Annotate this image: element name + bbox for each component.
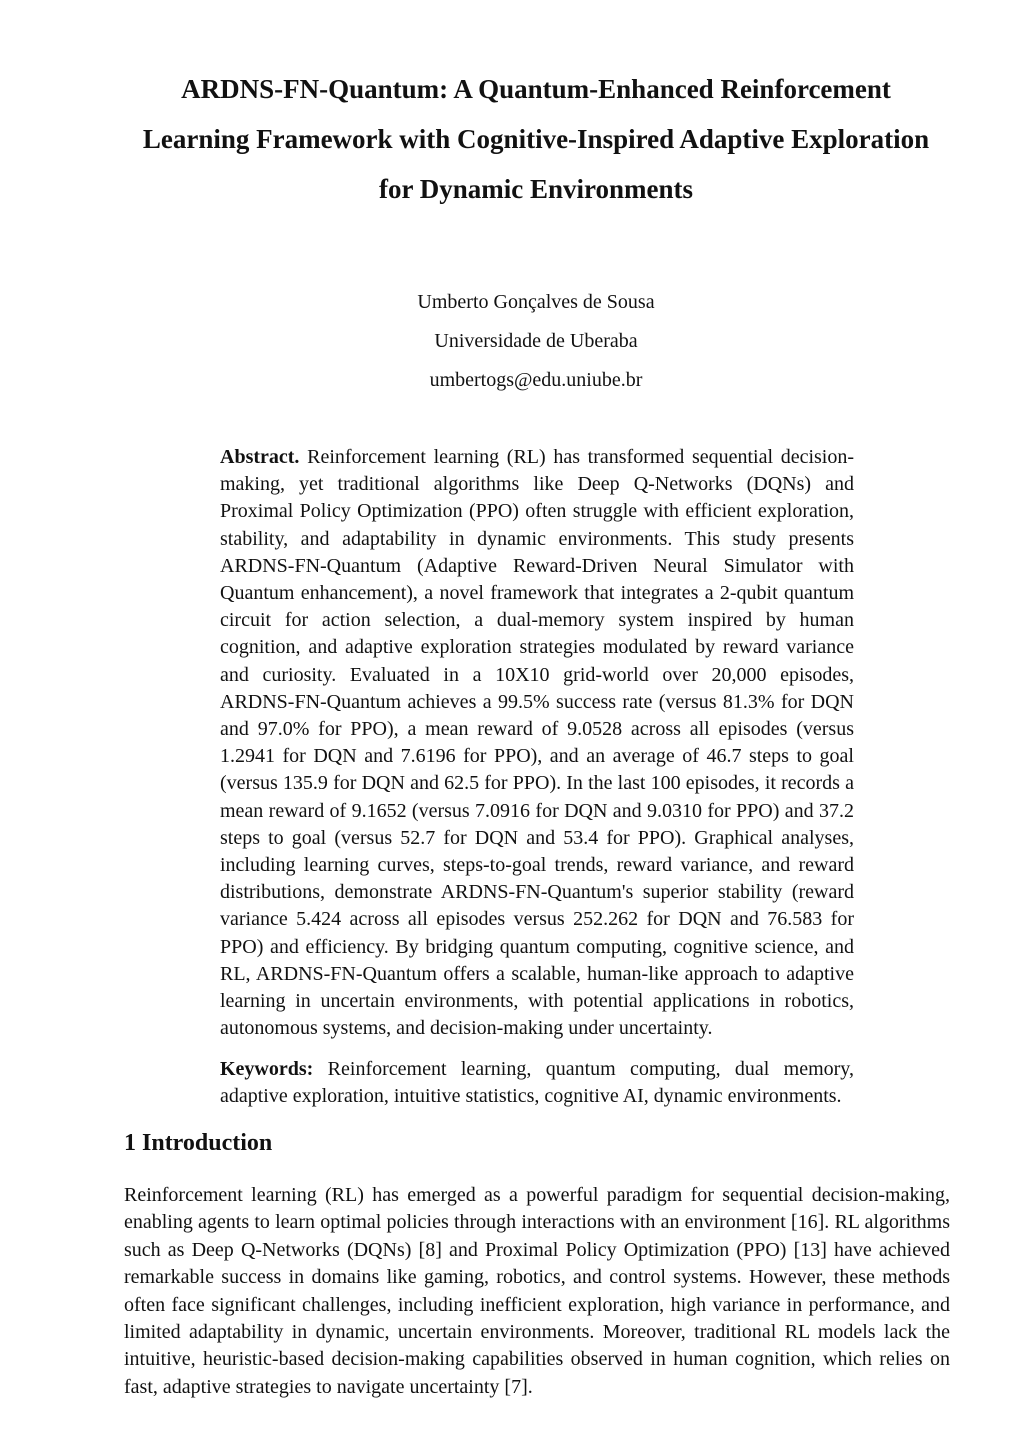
abstract-label: Abstract. <box>220 446 300 468</box>
title-line-3: for Dynamic Environments <box>378 174 693 204</box>
author-email: umbertogs@edu.uniube.br <box>429 369 643 391</box>
introduction-paragraph: Reinforcement learning (RL) has emerged as a powerful paradigm for sequential decision-making, enabling agents to learn optimal policies through interactions with an environment [16]. RL algorithms such as Deep Q-Networks (DQNs) [8] and Proximal Policy Optimization (PPO) [13] have achieved remarkable success in domains like gaming, robotics, and control systems. However, these methods often face significant challenges, including inefficient exploration, high variance in performance, and limited adaptability in dynamic, uncertain environments. Moreover, traditional RL models lack the intuitive, heuristic-based decision-making capabilities observed in human cognition, which relies on fast, adaptive strategies to navigate uncertainty [7]. <box>124 1184 950 1398</box>
abstract <box>220 444 854 1042</box>
keywords-label: Keywords: <box>220 1058 314 1080</box>
paper-title <box>110 64 962 214</box>
title-line-1: ARDNS-FN-Quantum: A Quantum-Enhanced Reinforcement <box>181 74 891 104</box>
keywords-text: Reinforcement learning, quantum computing, dual memory, adaptive exploration, intuitive statistics, cognitive AI, dynamic environments. <box>220 1058 855 1107</box>
author-affiliation: Universidade de Uberaba <box>434 330 638 352</box>
author-block <box>200 283 872 400</box>
abstract-text: Reinforcement learning (RL) has transformed sequential decision-making, yet traditional algorithms like Deep Q-Networks (DQNs) and Proximal Policy Optimization (PPO) often struggle with efficient exploration, stability, and adaptability in dynamic environments. This study presents ARDNS-FN-Quantum (Adaptive Reward-Driven Neural Simulator with Quantum enhancement), a novel framework that integrates a 2-qubit quantum circuit for action selection, a dual-memory system inspired by human cognition, and adaptive exploration strategies modulated by reward variance and curiosity. Evaluated in a 10X10 grid-world over 20,000 episodes, ARDNS-FN-Quantum achieves a 99.5% success rate (versus 81.3% for DQN and 97.0% for PPO), a mean reward of 9.0528 across all episodes (versus 1.2941 for DQN and 7.6196 for PPO), and an average of 46.7 steps to goal (versus 135.9 for DQN and 62.5 for PPO). In the last 100 episodes, it records a mean reward of 9.1652 (versus 7.0916 for DQN and 9.0310 for PPO) and 37.2 steps to goal (versus 52.7 for DQN and 53.4 for PPO). Graphical analyses, including learning curves, steps-to-goal trends, reward variance, and reward distributions, demonstrate ARDNS-FN-Quantum's superior stability (reward variance 5.424 across all episodes versus 252.262 for DQN and 76.583 for PPO) and efficiency. By bridging quantum computing, cognitive science, and RL, ARDNS-FN-Quantum offers a scalable, human-like approach to adaptive learning in uncertain environments, with potential applications in robotics, autonomous systems, and decision-making under uncertainty. <box>220 446 855 1040</box>
author-name: Umberto Gonçalves de Sousa <box>417 291 655 313</box>
title-line-2: Learning Framework with Cognitive-Inspired Adaptive Exploration <box>142 124 930 154</box>
keywords <box>220 1056 854 1110</box>
section-heading-introduction: 1 Introduction <box>124 1130 273 1156</box>
